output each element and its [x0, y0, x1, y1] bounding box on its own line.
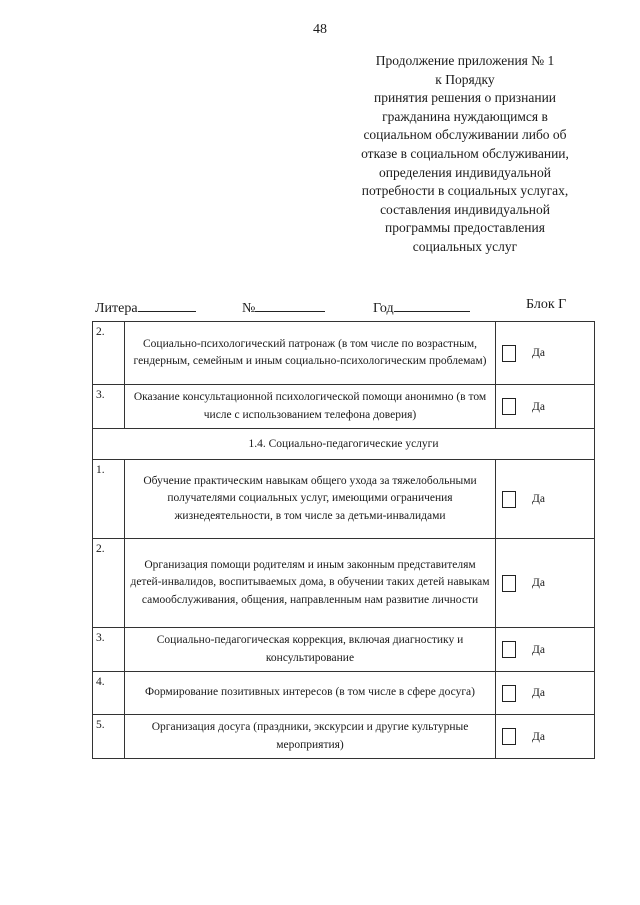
table-row — [93, 672, 595, 715]
checkbox[interactable] — [502, 641, 516, 658]
appendix-line: социальных услуг — [412, 238, 518, 254]
year-field — [373, 297, 470, 317]
appendix-line: составления индивидуальной — [380, 201, 550, 217]
number-blank[interactable] — [255, 297, 325, 312]
litera-blank[interactable] — [138, 297, 196, 312]
answer-label: Да — [532, 400, 545, 413]
row-number: 1. — [93, 460, 125, 539]
answer-cell — [496, 460, 595, 539]
table-row — [93, 539, 595, 628]
answer-cell — [496, 322, 595, 385]
litera-field — [95, 297, 196, 317]
section-row — [93, 429, 595, 460]
number-field — [242, 297, 325, 317]
block-label: Блок Г — [526, 297, 567, 312]
appendix-caption — [330, 52, 600, 257]
table-row — [93, 385, 595, 429]
appendix-line: потребности в социальных услугах, — [361, 183, 569, 199]
services-table — [92, 321, 595, 759]
appendix-line: социальном обслуживании либо об — [363, 127, 567, 143]
answer-cell — [496, 539, 595, 628]
answer-cell — [496, 715, 595, 759]
number-label: № — [242, 301, 256, 316]
table-row — [93, 715, 595, 759]
answer-cell — [496, 672, 595, 715]
page-number: 48 — [313, 22, 327, 37]
litera-label: Литера — [95, 301, 138, 316]
answer-label: Да — [532, 730, 545, 743]
appendix-line: определения индивидуальной — [379, 164, 551, 180]
row-number: 5. — [93, 715, 125, 759]
answer-label: Да — [532, 643, 545, 656]
service-description: Обучение практическим навыкам общего ухода за тяжелобольными получателями социальных услуг, имеющими ограничения жизнедеятельности, в том числе за детьми-инвалидами — [125, 460, 496, 539]
service-description: Оказание консультационной психологической помощи анонимно (в том числе с использованием телефона доверия) — [125, 385, 496, 429]
answer-cell — [496, 385, 595, 429]
row-number: 3. — [93, 385, 125, 429]
appendix-line: программы предоставления — [385, 220, 545, 236]
checkbox[interactable] — [502, 345, 516, 362]
service-description: Формирование позитивных интересов (в том числе в сфере досуга) — [125, 672, 496, 715]
appendix-line: отказе в социальном обслуживании, — [361, 145, 569, 161]
table-row — [93, 322, 595, 385]
row-number: 2. — [93, 322, 125, 385]
answer-cell — [496, 628, 595, 672]
checkbox[interactable] — [502, 575, 516, 592]
appendix-line: гражданина нуждающимся в — [382, 108, 548, 124]
checkbox[interactable] — [502, 728, 516, 745]
checkbox[interactable] — [502, 685, 516, 702]
row-number: 2. — [93, 539, 125, 628]
service-description: Организация досуга (праздники, экскурсии и другие культурные мероприятия) — [125, 715, 496, 759]
answer-label: Да — [532, 577, 545, 589]
section-title: 1.4. Социально-педагогические услуги — [93, 429, 595, 460]
appendix-line: Продолжение приложения № 1 — [375, 53, 555, 68]
answer-label: Да — [532, 347, 545, 359]
service-description: Социально-психологический патронаж (в том числе по возрастным, гендерным, семейным и иным социально-психологическим проблемам) — [125, 322, 496, 385]
service-description: Социально-педагогическая коррекция, включая диагностику и консультирование — [125, 628, 496, 672]
checkbox[interactable] — [502, 491, 516, 508]
row-number: 3. — [93, 628, 125, 672]
service-description: Организация помощи родителям и иным законным представителям детей-инвалидов, воспитываемых дома, в обучении таких детей навыкам самообслуживания, общения, направленным нам развитие личности — [125, 539, 496, 628]
table-row — [93, 628, 595, 672]
answer-label: Да — [532, 687, 545, 699]
year-label: Год — [373, 301, 394, 316]
row-number: 4. — [93, 672, 125, 715]
answer-label: Да — [532, 493, 545, 505]
year-blank[interactable] — [394, 297, 470, 312]
appendix-line: к Порядку — [435, 71, 495, 87]
table-row — [93, 460, 595, 539]
checkbox[interactable] — [502, 398, 516, 415]
appendix-line: принятия решения о признании — [373, 90, 557, 106]
